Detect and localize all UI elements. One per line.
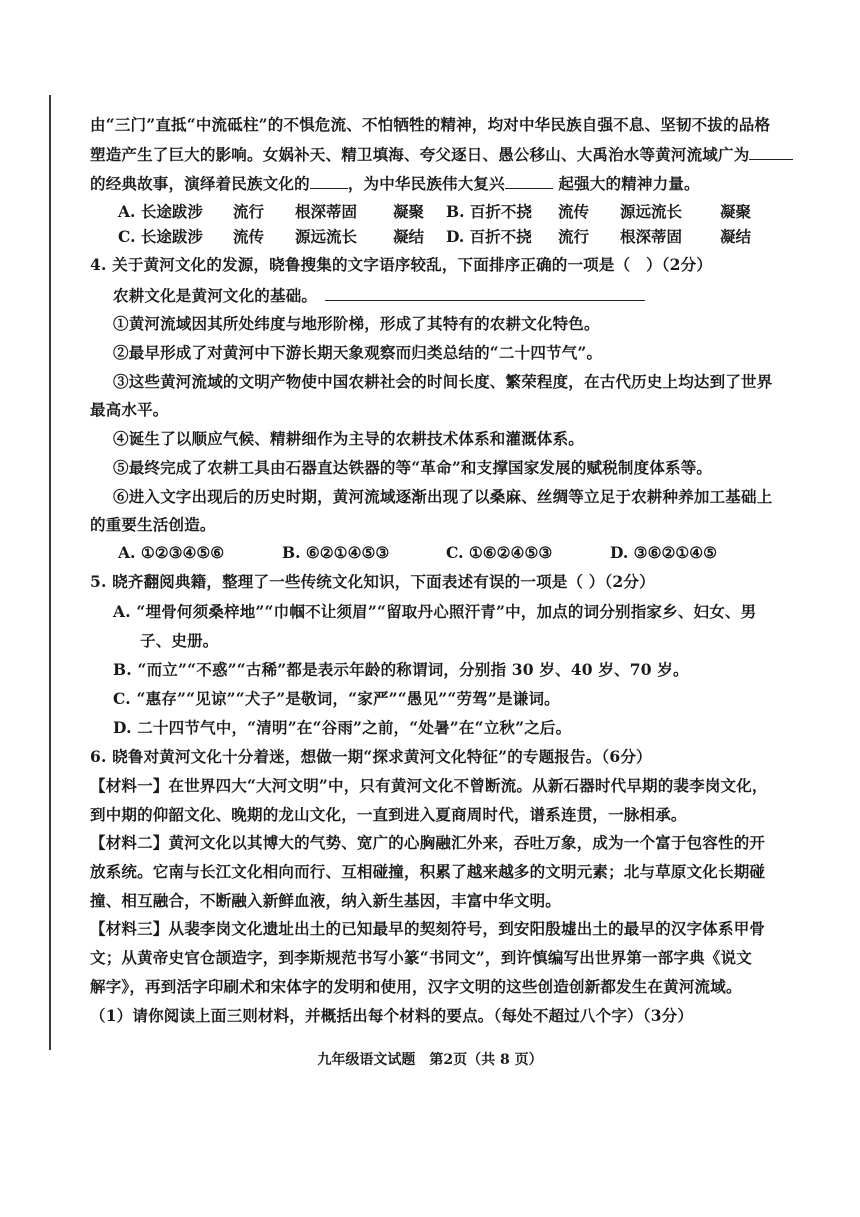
q6-subquestion-1: （1）请你阅读上面三则材料，并概括出每个材料的要点。（每处不超过八个字）（3分）: [90, 1006, 694, 1025]
q3-option-d-3: 根深蒂固: [620, 227, 683, 246]
q5-option-a-line2: 子、史册。: [140, 631, 219, 650]
q3-option-a-1: A. 长途跋涉: [118, 202, 203, 221]
q6-material-1a: 【材料一】在世界四大“大河文明”中，只有黄河文化不曾断流。从新石器时代早期的裴李岗文化，: [90, 776, 768, 795]
q4-option-c: C. ①⑥②④⑤③: [446, 543, 553, 562]
passage-line-1: 由“三门”直抵“中流砥柱”的不惧危流、不怕牺牲的精神，均对中华民族自强不息、坚韧不拔的品格: [90, 115, 771, 134]
q4-sentence-6a: ⑥进入文字出现后的历史时期，黄河流域逐渐出现了以桑麻、丝绸等立足于农耕种养加工基础上: [113, 487, 773, 506]
q6-material-3a: 【材料三】从裴李岗文化遗址出土的已知最早的契刻符号，到安阳殷墟出土的最早的汉字体系甲骨: [90, 919, 766, 938]
q5-option-c: C. “惠存”“见谅”“犬子”是敬词，“家严”“愚见”“劳驾”是谦词。: [113, 689, 560, 708]
q3-options-row-1: [118, 201, 778, 223]
q3-option-b-4: 凝聚: [720, 202, 752, 221]
binding-margin-line: [49, 95, 51, 1050]
q5-stem: 5. 晓齐翻阅典籍，整理了一些传统文化知识，下面表述有误的一项是（ ）（2分）: [90, 572, 655, 591]
q3-option-a-2: 流行: [233, 202, 265, 221]
q4-sentence-2: ②最早形成了对黄河中下游长期天象观察而归类总结的“二十四节气”。: [113, 343, 603, 362]
q5-option-a-line1: A. “埋骨何须桑梓地”“巾帼不让须眉”“留取丹心照汗青”中，加点的词分别指家乡、妇女、男: [113, 602, 757, 621]
passage-line-2: 塑造产生了巨大的影响。女娲补天、精卫填海、夸父逐日、愚公移山、大禹治水等黄河流域广为: [90, 143, 780, 166]
q6-material-2b: 放系统。它南与长江文化相向而行、互相碰撞，积累了越来越多的文明元素；北与草原文化长期碰: [90, 862, 766, 881]
q3-option-c-2: 流传: [233, 227, 265, 246]
q3-option-b-3: 源远流长: [620, 202, 683, 221]
q4-option-d: D. ③⑥②①④⑤: [610, 543, 718, 562]
q4-answer-blank: [325, 284, 645, 301]
q3-option-d-1: D. 百折不挠: [446, 227, 532, 246]
q6-material-1b: 到中期的仰韶文化、晚期的龙山文化，一直到进入夏商周时代，谱系连贯，一脉相承。: [90, 805, 687, 824]
answer-blank-3: [505, 172, 553, 189]
q4-sentence-1: ①黄河流域因其所处纬度与地形阶梯，形成了其特有的农耕文化特色。: [113, 314, 600, 333]
q4-stem: 4. 关于黄河文化的发源，晓鲁搜集的文字语序较乱，下面排序正确的一项是（ ）（2分）: [90, 255, 713, 274]
q3-option-a-4: 凝聚: [393, 202, 425, 221]
q3-option-d-4: 凝结: [720, 227, 752, 246]
q4-option-b: B. ⑥②①④⑤③: [282, 543, 390, 562]
q4-option-a: A. ①②③④⑤⑥: [118, 543, 225, 562]
q4-lead: 农耕文化是黄河文化的基础。: [113, 284, 803, 307]
q6-material-2c: 撞、相互融合，不断融入新鲜血液，纳入新生基因，丰富中华文明。: [90, 891, 562, 910]
answer-blank-1: [749, 143, 793, 160]
q3-option-c-1: C. 长途跋涉: [118, 227, 203, 246]
q4-sentence-3a: ③这些黄河流域的文明产物使中国农耕社会的时间长度、繁荣程度，在古代历史上均达到了世界: [113, 372, 773, 391]
q4-sentence-4: ④诞生了以顺应气候、精耕细作为主导的农耕技术体系和灌溉体系。: [113, 429, 585, 448]
q3-option-a-3: 根深蒂固: [295, 202, 358, 221]
answer-blank-2: [310, 172, 348, 189]
q4-options: [118, 542, 778, 564]
q4-sentence-3b: 最高水平。: [90, 400, 169, 419]
q6-stem: 6. 晓鲁对黄河文化十分着迷，想做一期“探求黄河文化特征”的专题报告。（6分）: [90, 747, 652, 766]
q5-option-d: D. 二十四节气中，“清明”在“谷雨”之前，“处暑”在“立秋”之后。: [113, 718, 572, 737]
q3-option-c-3: 源远流长: [295, 227, 358, 246]
q3-option-d-2: 流行: [558, 227, 590, 246]
q6-material-3c: 解字》，再到活字印刷术和宋体字的发明和使用，汉字文明的这些创造创新都发生在黄河流域。: [90, 977, 742, 996]
q3-option-b-1: B. 百折不挠: [446, 202, 532, 221]
q6-material-2a: 【材料二】黄河文化以其博大的气势、宽广的心胸融汇外来，吞吐万象，成为一个富于包容性的开: [90, 833, 766, 852]
q4-sentence-5: ⑤最终完成了农耕工具由石器直达铁器的等“革命”和支撑国家发展的赋税制度体系等。: [113, 458, 713, 477]
page-footer: 九年级语文试题 第2页（共 8 页）: [317, 1052, 543, 1068]
q3-option-b-2: 流传: [558, 202, 590, 221]
q3-options-row-2: [118, 226, 778, 248]
q4-sentence-6b: 的重要生活创造。: [90, 515, 216, 534]
passage-line-3: 的经典故事，演绎着民族文化的 ，为中华民族伟大复兴 起强大的精神力量。: [90, 174, 700, 193]
q6-material-3b: 文；从黄帝史官仓颉造字，到李斯规范书写小篆“书同文”，到许慎编写出世界第一部字典《说文: [90, 948, 752, 967]
q3-option-c-4: 凝结: [393, 227, 425, 246]
q5-option-b: B. “而立”“不惑”“古稀”都是表示年龄的称谓词，分别指 30 岁、40 岁、70 岁。: [113, 660, 689, 679]
